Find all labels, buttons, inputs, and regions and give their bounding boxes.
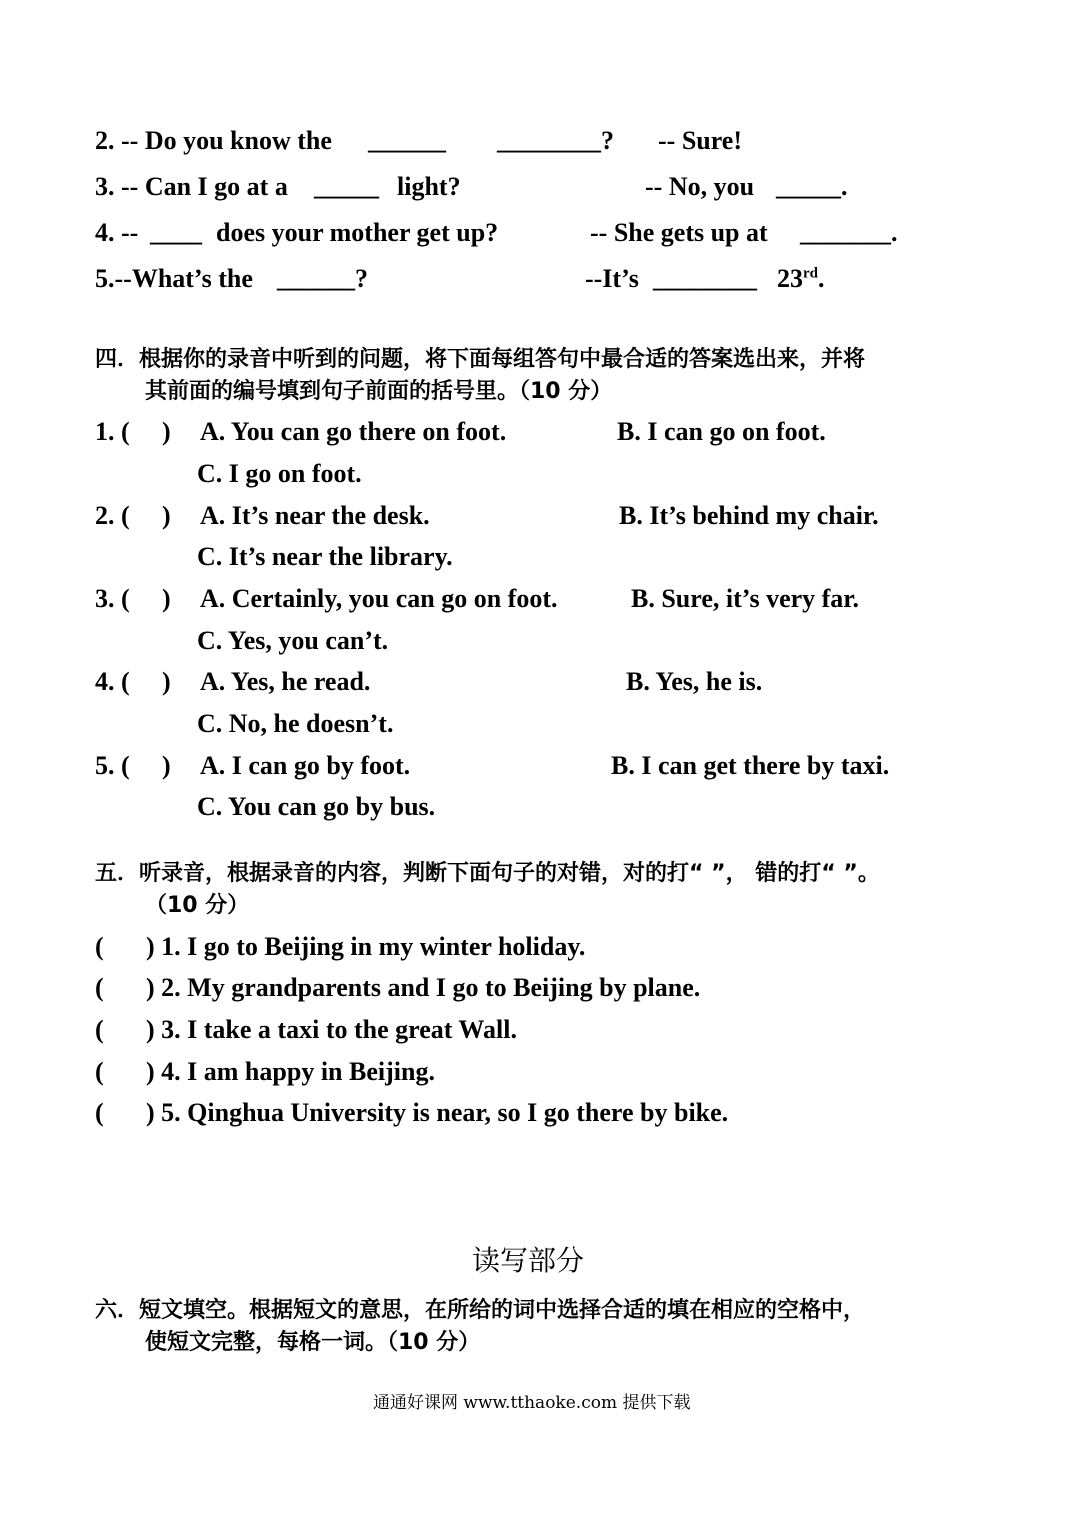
q2-text: 2. -- Do you know the — [95, 126, 332, 155]
section-title: 读写部分 — [472, 1244, 585, 1277]
q3-blank1: _____ — [314, 172, 379, 201]
option-a: A. Certainly, you can go on foot. — [200, 584, 558, 613]
part5-instruction-line2: （10 分） — [145, 893, 250, 918]
q5-text: 5.--What’s the — [95, 264, 253, 293]
option-a: A. You can go there on foot. — [200, 417, 507, 446]
q3-answer: -- No, you — [645, 172, 755, 201]
q2-answer: -- Sure! — [658, 126, 743, 155]
option-a: A. It’s near the desk. — [200, 501, 430, 530]
q5-answer: --It’s — [585, 264, 639, 293]
item-paren: ) — [162, 417, 171, 446]
answer-paren: ( — [95, 1057, 104, 1086]
answer-paren: ( — [95, 973, 104, 1002]
statement: ) 2. My grandparents and I go to Beijing by plane. — [146, 973, 701, 1002]
q3-blank2: _____. — [776, 172, 848, 201]
option-c: C. I go on foot. — [197, 459, 362, 488]
item-paren: ) — [162, 751, 171, 780]
statement: ) 4. I am happy in Beijing. — [146, 1057, 435, 1086]
item-number: 2. ( — [95, 501, 130, 530]
q3-text: 3. -- Can I go at a — [95, 172, 288, 201]
q4-words: does your mother get up? — [216, 218, 499, 247]
q3-word: light? — [397, 172, 461, 201]
answer-paren: ( — [95, 1015, 104, 1044]
q4-answer: -- She gets up at — [590, 218, 768, 247]
option-b: B. Yes, he is. — [626, 667, 763, 696]
q2-blank1: ______ — [368, 126, 446, 155]
item-paren: ) — [162, 667, 171, 696]
item-number: 3. ( — [95, 584, 130, 613]
option-b: B. I can get there by taxi. — [611, 751, 890, 780]
option-b: B. It’s behind my chair. — [619, 501, 879, 530]
part6-instruction-line1: 六．短文填空。根据短文的意思，在所给的词中选择合适的填在相应的空格中， — [95, 1298, 866, 1323]
page-footer: 通通好课网 www.tthaoke.com 提供下载 — [373, 1393, 691, 1413]
option-c: C. No, he doesn’t. — [197, 709, 394, 738]
statement: ) 1. I go to Beijing in my winter holiday. — [146, 932, 586, 961]
option-c: C. You can go by bus. — [197, 792, 436, 821]
q5-blank1: ______? — [277, 264, 368, 293]
option-c: C. It’s near the library. — [197, 542, 453, 571]
part4-instruction-line2: 其前面的编号填到句子前面的括号里。（10 分） — [145, 379, 613, 404]
item-number: 4. ( — [95, 667, 130, 696]
option-c: C. Yes, you can’t. — [197, 626, 389, 655]
answer-paren: ( — [95, 1098, 104, 1127]
option-b: B. Sure, it’s very far. — [631, 584, 859, 613]
item-paren: ) — [162, 584, 171, 613]
q5-blank2: ________ — [653, 264, 757, 293]
option-a: A. Yes, he read. — [200, 667, 371, 696]
q4-text: 4. -- — [95, 218, 139, 247]
item-paren: ) — [162, 501, 171, 530]
option-b: B. I can go on foot. — [617, 417, 826, 446]
item-number: 1. ( — [95, 417, 130, 446]
option-a: A. I can go by foot. — [200, 751, 411, 780]
q2-blank2: ________? — [497, 126, 614, 155]
part4-instruction-line1: 四．根据你的录音中听到的问题，将下面每组答句中最合适的答案选出来，并将 — [95, 347, 866, 372]
part5-instruction-line1: 五．听录音，根据录音的内容，判断下面句子的对错，对的打“ ”， 错的打“ ”。 — [95, 861, 880, 886]
answer-paren: ( — [95, 932, 104, 961]
item-number: 5. ( — [95, 751, 130, 780]
q5-date: 23rd. — [777, 264, 825, 293]
q4-blank1: ____ — [150, 218, 202, 247]
statement: ) 5. Qinghua University is near, so I go there by bike. — [146, 1098, 729, 1127]
statement: ) 3. I take a taxi to the great Wall. — [146, 1015, 517, 1044]
part6-instruction-line2: 使短文完整，每格一词。（10 分） — [145, 1330, 481, 1355]
q4-blank2: _______. — [800, 218, 898, 247]
